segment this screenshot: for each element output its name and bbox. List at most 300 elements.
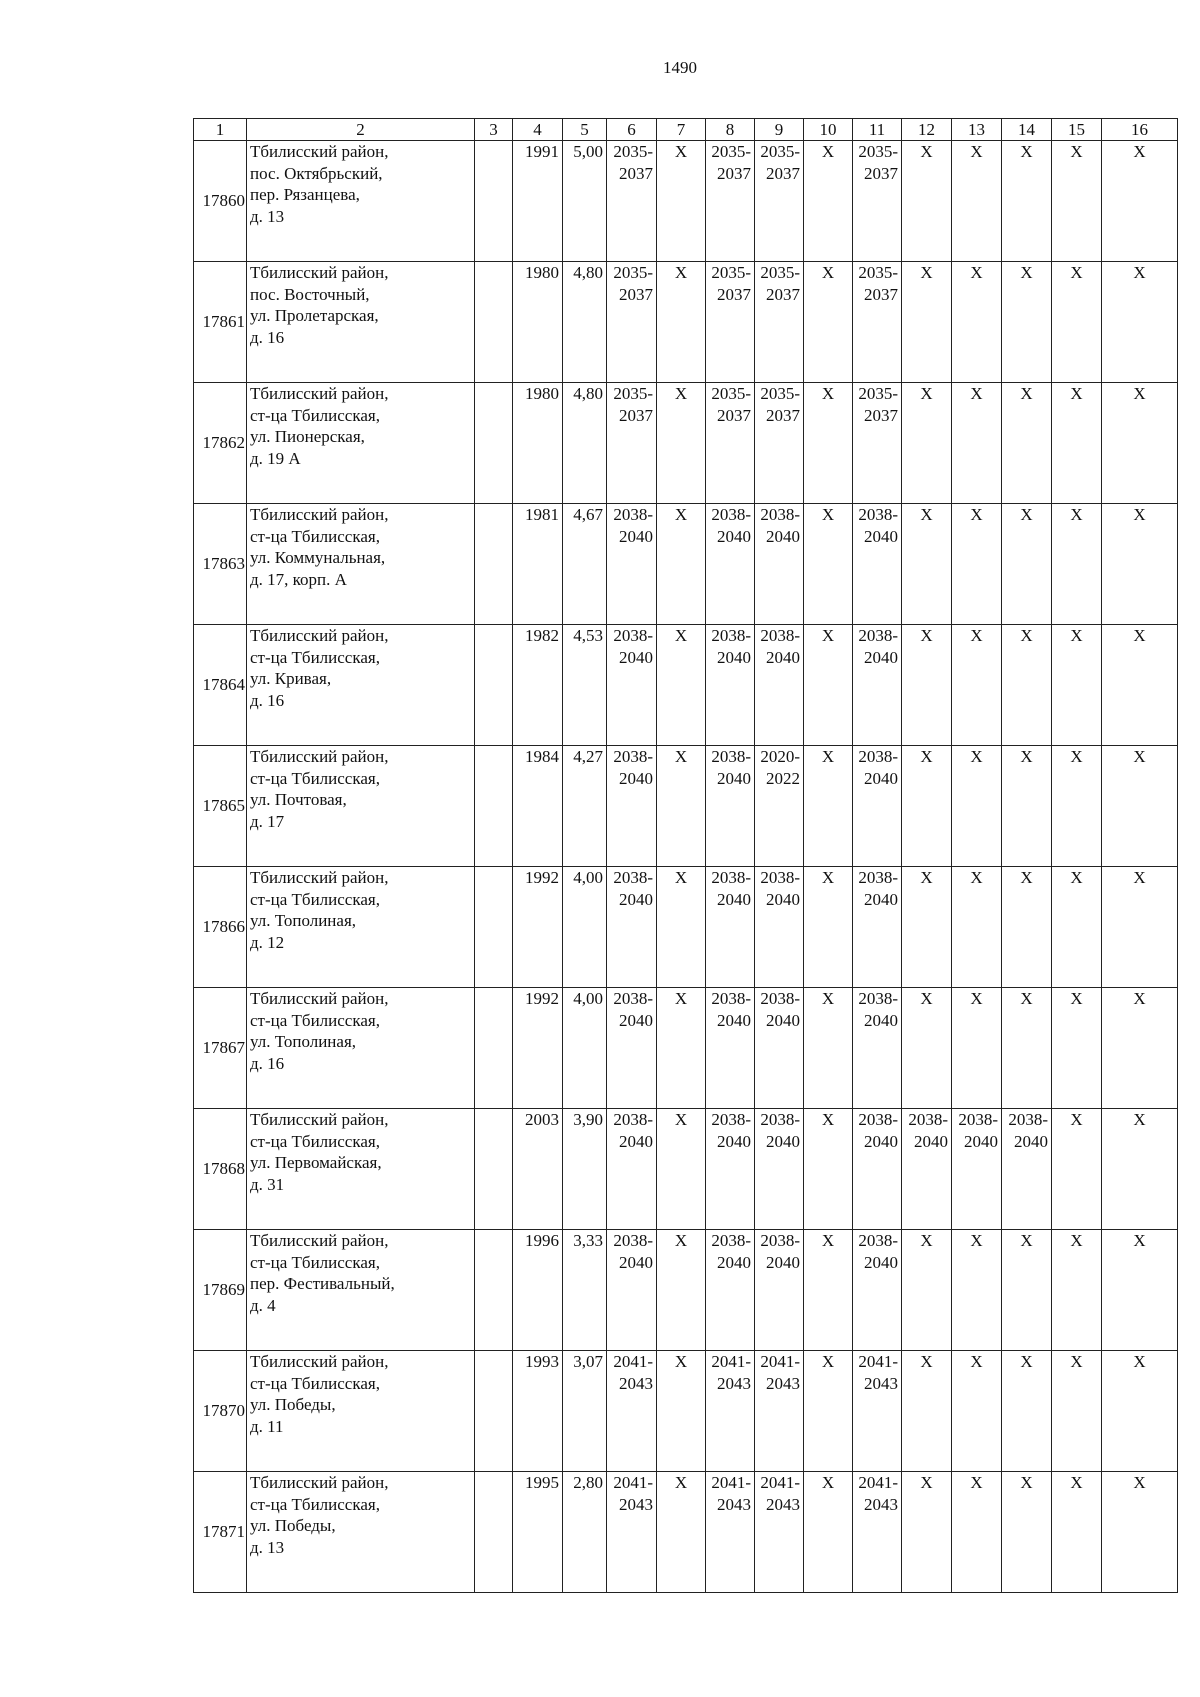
col-15-cell: X: [1052, 383, 1102, 504]
cell-line: 2040: [864, 526, 898, 546]
col-3-cell: [475, 746, 513, 867]
cell-line: 2040: [766, 647, 800, 667]
col-11-cell: [853, 262, 902, 383]
col-16-cell: X: [1102, 504, 1178, 625]
col-13-cell: X: [952, 1472, 1002, 1593]
col-9-cell: [755, 1351, 804, 1472]
cell-line: 2038-: [760, 1231, 800, 1250]
cell-line: 2038-: [613, 989, 653, 1008]
address-cell: [247, 262, 475, 383]
cell-line: пер. Фестивальный,: [250, 1274, 395, 1293]
cell-line: пос. Октябрьский,: [250, 163, 383, 183]
col-8-cell: [706, 504, 755, 625]
col-7-cell: X: [657, 504, 706, 625]
col-6-cell: [607, 504, 657, 625]
cell-line: 2040: [619, 1131, 653, 1151]
cell-line: 2038-: [711, 868, 751, 887]
cell-line: 2040: [717, 1252, 751, 1272]
cell-line: 2040: [864, 889, 898, 909]
cell-line: 2043: [766, 1494, 800, 1514]
col-3-cell: [475, 625, 513, 746]
col-12-cell: X: [902, 746, 952, 867]
col-7-cell: X: [657, 1230, 706, 1351]
cell-line: 2040: [864, 1252, 898, 1272]
col-7-cell: X: [657, 141, 706, 262]
col-8-cell: [706, 383, 755, 504]
col-13-cell: X: [952, 746, 1002, 867]
row-number: 17865: [194, 746, 247, 867]
header-cell: 2: [247, 119, 475, 141]
col-7-cell: X: [657, 746, 706, 867]
cell-line: 2038-: [908, 1110, 948, 1129]
col-11-cell: [853, 1472, 902, 1593]
row-number: 17861: [194, 262, 247, 383]
col-9-cell: [755, 625, 804, 746]
row-number: 17860: [194, 141, 247, 262]
col-5-cell: 4,67: [563, 504, 607, 625]
cell-line: ст-ца Тбилисская,: [250, 1494, 380, 1514]
col-15-cell: X: [1052, 1472, 1102, 1593]
col-16-cell: X: [1102, 1472, 1178, 1593]
cell-line: 2038-: [711, 505, 751, 524]
col-8-cell: [706, 262, 755, 383]
cell-line: ул. Победы,: [250, 1516, 336, 1535]
cell-line: 2037: [766, 284, 800, 304]
col-15-cell: X: [1052, 625, 1102, 746]
col-14-cell: X: [1002, 988, 1052, 1109]
col-3-cell: [475, 262, 513, 383]
table-row: [194, 988, 1178, 1109]
col-14-cell: X: [1002, 1230, 1052, 1351]
cell-line: Тбилисский район,: [250, 747, 389, 766]
cell-line: ул. Пролетарская,: [250, 306, 379, 325]
cell-line: 2037: [766, 405, 800, 425]
col-12-cell: X: [902, 867, 952, 988]
header-cell: 15: [1052, 119, 1102, 141]
col-5-cell: 4,00: [563, 867, 607, 988]
cell-line: 2040: [766, 1131, 800, 1151]
cell-line: Тбилисский район,: [250, 142, 389, 161]
cell-line: 2040: [619, 647, 653, 667]
cell-line: 2043: [717, 1373, 751, 1393]
cell-line: 2040: [717, 1010, 751, 1030]
cell-line: 2041-: [613, 1352, 653, 1371]
col-8-cell: [706, 988, 755, 1109]
table-row: [194, 625, 1178, 746]
table-row: [194, 867, 1178, 988]
col-10-cell: X: [804, 1109, 853, 1230]
col-5-cell: 4,00: [563, 988, 607, 1109]
col-8-cell: [706, 1109, 755, 1230]
cell-line: ул. Тополиная,: [250, 1032, 357, 1051]
cell-line: ст-ца Тбилисская,: [250, 647, 380, 667]
header-row: [194, 119, 1178, 141]
cell-line: Тбилисский район,: [250, 1231, 389, 1250]
col-16-cell: X: [1102, 1109, 1178, 1230]
col-4-cell: 1982: [513, 625, 563, 746]
col-14-cell: X: [1002, 141, 1052, 262]
col-10-cell: X: [804, 1351, 853, 1472]
col-5-cell: 4,80: [563, 383, 607, 504]
cell-line: ул. Первомайская,: [250, 1153, 382, 1172]
cell-line: 2040: [766, 1010, 800, 1030]
col-11-cell: [853, 504, 902, 625]
cell-line: 2040: [864, 1131, 898, 1151]
cell-line: 2041-: [760, 1473, 800, 1492]
col-9-cell: [755, 867, 804, 988]
col-6-cell: [607, 1472, 657, 1593]
cell-line: 2035-: [760, 263, 800, 282]
col-3-cell: [475, 504, 513, 625]
cell-line: 2043: [864, 1494, 898, 1514]
col-9-cell: [755, 1230, 804, 1351]
col-11-cell: [853, 625, 902, 746]
header-cell: 7: [657, 119, 706, 141]
cell-line: Тбилисский район,: [250, 505, 389, 524]
header-cell: 4: [513, 119, 563, 141]
cell-line: 2040: [766, 1252, 800, 1272]
cell-line: 2038-: [613, 1231, 653, 1250]
row-number: 17867: [194, 988, 247, 1109]
col-10-cell: X: [804, 746, 853, 867]
cell-line: 2040: [619, 1010, 653, 1030]
table-row: [194, 746, 1178, 867]
cell-line: 2035-: [711, 263, 751, 282]
cell-line: 2038-: [858, 747, 898, 766]
cell-line: д. 4: [250, 1295, 276, 1315]
col-16-cell: X: [1102, 988, 1178, 1109]
cell-line: 2038-: [858, 1110, 898, 1129]
col-3-cell: [475, 383, 513, 504]
cell-line: 2041-: [760, 1352, 800, 1371]
col-6-cell: [607, 1351, 657, 1472]
cell-line: 2040: [914, 1131, 948, 1151]
col-16-cell: X: [1102, 867, 1178, 988]
cell-line: 2040: [864, 768, 898, 788]
col-14-cell: [1002, 1109, 1052, 1230]
col-16-cell: X: [1102, 1351, 1178, 1472]
col-3-cell: [475, 867, 513, 988]
col-11-cell: [853, 988, 902, 1109]
col-12-cell: X: [902, 1472, 952, 1593]
cell-line: Тбилисский район,: [250, 1110, 389, 1129]
col-15-cell: X: [1052, 988, 1102, 1109]
header-cell: 8: [706, 119, 755, 141]
cell-line: 2041-: [858, 1352, 898, 1371]
col-12-cell: X: [902, 141, 952, 262]
col-4-cell: 1996: [513, 1230, 563, 1351]
page-number: 1490: [663, 58, 697, 77]
col-4-cell: 1992: [513, 867, 563, 988]
table-row: [194, 1230, 1178, 1351]
cell-line: 2037: [619, 284, 653, 304]
cell-line: Тбилисский район,: [250, 1473, 389, 1492]
row-number: 17871: [194, 1472, 247, 1593]
col-4-cell: 1995: [513, 1472, 563, 1593]
cell-line: 2037: [864, 284, 898, 304]
cell-line: 2038-: [858, 1231, 898, 1250]
col-10-cell: X: [804, 988, 853, 1109]
address-cell: [247, 867, 475, 988]
cell-line: 2037: [717, 163, 751, 183]
header-cell: 3: [475, 119, 513, 141]
col-9-cell: [755, 988, 804, 1109]
col-5-cell: 3,07: [563, 1351, 607, 1472]
cell-line: 2040: [619, 768, 653, 788]
cell-line: д. 17: [250, 811, 285, 831]
col-10-cell: X: [804, 867, 853, 988]
header-cell: 12: [902, 119, 952, 141]
col-8-cell: [706, 867, 755, 988]
col-9-cell: [755, 383, 804, 504]
cell-line: 2041-: [711, 1473, 751, 1492]
cell-line: 2035-: [858, 384, 898, 403]
row-number: 17870: [194, 1351, 247, 1472]
cell-line: пос. Восточный,: [250, 284, 370, 304]
col-14-cell: X: [1002, 504, 1052, 625]
cell-line: 2037: [717, 284, 751, 304]
col-15-cell: X: [1052, 504, 1102, 625]
cell-line: 2043: [766, 1373, 800, 1393]
cell-line: 2040: [619, 889, 653, 909]
col-6-cell: [607, 625, 657, 746]
col-8-cell: [706, 1230, 755, 1351]
cell-line: 2035-: [711, 142, 751, 161]
table-row: [194, 1109, 1178, 1230]
col-8-cell: [706, 141, 755, 262]
address-cell: [247, 746, 475, 867]
col-13-cell: [952, 1109, 1002, 1230]
col-7-cell: X: [657, 867, 706, 988]
cell-line: 2038-: [760, 505, 800, 524]
cell-line: д. 11: [250, 1416, 284, 1436]
col-15-cell: X: [1052, 746, 1102, 867]
cell-line: 2037: [717, 405, 751, 425]
col-12-cell: X: [902, 625, 952, 746]
table-row: [194, 141, 1178, 262]
cell-line: 2022: [766, 768, 800, 788]
cell-line: 2035-: [858, 142, 898, 161]
cell-line: д. 12: [250, 932, 285, 952]
col-7-cell: X: [657, 262, 706, 383]
cell-line: 2038-: [760, 989, 800, 1008]
cell-line: ул. Пионерская,: [250, 427, 365, 446]
cell-line: 2038-: [613, 747, 653, 766]
row-number: 17862: [194, 383, 247, 504]
cell-line: 2037: [864, 405, 898, 425]
col-10-cell: X: [804, 1230, 853, 1351]
cell-line: 2038-: [613, 505, 653, 524]
col-16-cell: X: [1102, 625, 1178, 746]
cell-line: Тбилисский район,: [250, 868, 389, 887]
cell-line: 2040: [864, 647, 898, 667]
col-16-cell: X: [1102, 262, 1178, 383]
col-11-cell: [853, 141, 902, 262]
cell-line: Тбилисский район,: [250, 989, 389, 1008]
cell-line: д. 16: [250, 1053, 285, 1073]
header-cell: 9: [755, 119, 804, 141]
cell-line: 2038-: [711, 747, 751, 766]
cell-line: 2040: [717, 889, 751, 909]
register-body: [194, 119, 1178, 1593]
cell-line: 2037: [619, 405, 653, 425]
col-12-cell: X: [902, 383, 952, 504]
cell-line: 2041-: [858, 1473, 898, 1492]
row-number: 17864: [194, 625, 247, 746]
col-12-cell: X: [902, 262, 952, 383]
cell-line: 2035-: [613, 384, 653, 403]
cell-line: д. 19 А: [250, 448, 301, 468]
col-4-cell: 1991: [513, 141, 563, 262]
address-cell: [247, 1109, 475, 1230]
table-row: [194, 504, 1178, 625]
col-13-cell: X: [952, 988, 1002, 1109]
cell-line: 2038-: [711, 1110, 751, 1129]
address-cell: [247, 988, 475, 1109]
col-5-cell: 5,00: [563, 141, 607, 262]
cell-line: 2040: [619, 526, 653, 546]
cell-line: 2038-: [958, 1110, 998, 1129]
cell-line: 2038-: [613, 1110, 653, 1129]
col-8-cell: [706, 1472, 755, 1593]
cell-line: 2038-: [711, 989, 751, 1008]
cell-line: д. 31: [250, 1174, 285, 1194]
col-14-cell: X: [1002, 746, 1052, 867]
col-12-cell: X: [902, 1351, 952, 1472]
col-3-cell: [475, 988, 513, 1109]
cell-line: 2038-: [760, 1110, 800, 1129]
cell-line: Тбилисский район,: [250, 263, 389, 282]
col-3-cell: [475, 1230, 513, 1351]
col-3-cell: [475, 1109, 513, 1230]
col-5-cell: 4,53: [563, 625, 607, 746]
col-14-cell: X: [1002, 383, 1052, 504]
col-6-cell: [607, 746, 657, 867]
cell-line: 2037: [619, 163, 653, 183]
col-7-cell: X: [657, 383, 706, 504]
cell-line: 2037: [766, 163, 800, 183]
row-number: 17869: [194, 1230, 247, 1351]
col-13-cell: X: [952, 141, 1002, 262]
table-row: [194, 1472, 1178, 1593]
table-row: [194, 262, 1178, 383]
col-7-cell: X: [657, 1109, 706, 1230]
register-table: [193, 118, 1178, 1593]
col-6-cell: [607, 383, 657, 504]
col-4-cell: 1992: [513, 988, 563, 1109]
col-16-cell: X: [1102, 141, 1178, 262]
col-16-cell: X: [1102, 1230, 1178, 1351]
header-cell: 13: [952, 119, 1002, 141]
col-12-cell: X: [902, 504, 952, 625]
cell-line: 2038-: [613, 868, 653, 887]
col-13-cell: X: [952, 625, 1002, 746]
cell-line: 2040: [717, 526, 751, 546]
cell-line: 2041-: [613, 1473, 653, 1492]
cell-line: Тбилисский район,: [250, 626, 389, 645]
cell-line: д. 16: [250, 327, 285, 347]
col-13-cell: X: [952, 262, 1002, 383]
col-15-cell: X: [1052, 867, 1102, 988]
cell-line: ст-ца Тбилисская,: [250, 1252, 380, 1272]
col-10-cell: X: [804, 504, 853, 625]
col-4-cell: 1981: [513, 504, 563, 625]
col-8-cell: [706, 625, 755, 746]
cell-line: 2038-: [760, 626, 800, 645]
cell-line: 2037: [864, 163, 898, 183]
cell-line: 2040: [864, 1010, 898, 1030]
cell-line: 2040: [766, 526, 800, 546]
cell-line: 2035-: [858, 263, 898, 282]
col-6-cell: [607, 141, 657, 262]
col-14-cell: X: [1002, 1351, 1052, 1472]
col-16-cell: X: [1102, 746, 1178, 867]
cell-line: 2035-: [760, 384, 800, 403]
col-13-cell: X: [952, 1230, 1002, 1351]
cell-line: ст-ца Тбилисская,: [250, 1131, 380, 1151]
col-5-cell: 3,33: [563, 1230, 607, 1351]
col-7-cell: X: [657, 1472, 706, 1593]
cell-line: 2040: [766, 889, 800, 909]
col-5-cell: 3,90: [563, 1109, 607, 1230]
cell-line: ул. Тополиная,: [250, 911, 357, 930]
header-cell: 16: [1102, 119, 1178, 141]
cell-line: Тбилисский район,: [250, 1352, 389, 1371]
col-12-cell: X: [902, 1230, 952, 1351]
address-cell: [247, 504, 475, 625]
col-9-cell: [755, 262, 804, 383]
col-8-cell: [706, 1351, 755, 1472]
col-11-cell: [853, 746, 902, 867]
cell-line: ул. Кривая,: [250, 669, 332, 688]
col-5-cell: 2,80: [563, 1472, 607, 1593]
col-15-cell: X: [1052, 1230, 1102, 1351]
cell-line: 2038-: [858, 626, 898, 645]
cell-line: 2035-: [613, 263, 653, 282]
col-14-cell: X: [1002, 262, 1052, 383]
col-11-cell: [853, 867, 902, 988]
cell-line: 2041-: [711, 1352, 751, 1371]
col-10-cell: X: [804, 383, 853, 504]
cell-line: пер. Рязанцева,: [250, 185, 360, 204]
cell-line: ст-ца Тбилисская,: [250, 768, 380, 788]
col-11-cell: [853, 1109, 902, 1230]
row-number: 17866: [194, 867, 247, 988]
col-13-cell: X: [952, 383, 1002, 504]
col-4-cell: 2003: [513, 1109, 563, 1230]
cell-line: д. 17, корп. А: [250, 569, 347, 589]
col-6-cell: [607, 988, 657, 1109]
col-16-cell: X: [1102, 383, 1178, 504]
col-11-cell: [853, 383, 902, 504]
col-13-cell: X: [952, 504, 1002, 625]
row-number: 17863: [194, 504, 247, 625]
cell-line: ул. Коммунальная,: [250, 548, 386, 567]
cell-line: 2040: [717, 647, 751, 667]
col-7-cell: X: [657, 1351, 706, 1472]
col-6-cell: [607, 262, 657, 383]
header-cell: 11: [853, 119, 902, 141]
header-cell: 10: [804, 119, 853, 141]
col-9-cell: [755, 1472, 804, 1593]
col-5-cell: 4,27: [563, 746, 607, 867]
col-4-cell: 1980: [513, 383, 563, 504]
col-10-cell: X: [804, 625, 853, 746]
col-3-cell: [475, 1472, 513, 1593]
cell-line: 2043: [619, 1494, 653, 1514]
col-14-cell: X: [1002, 625, 1052, 746]
cell-line: 2040: [1014, 1131, 1048, 1151]
